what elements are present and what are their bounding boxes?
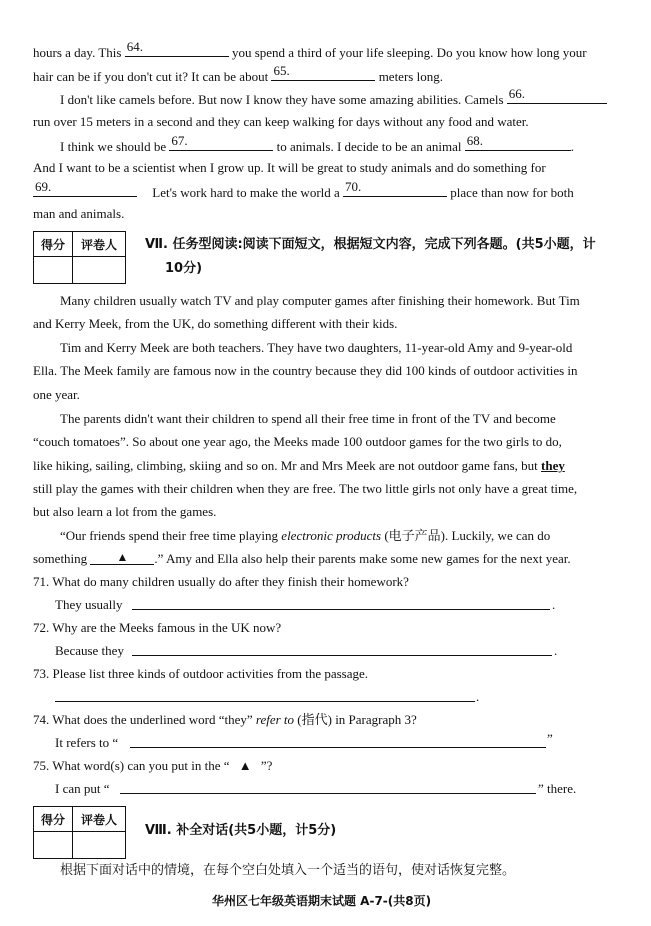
grader-cell[interactable] [73,832,126,859]
text: .” Amy and Ella also help their parents make some new games for the next year. [154,551,571,566]
answer-line-71[interactable] [132,609,550,610]
text: 75. What word(s) can you put in the “ [33,758,230,773]
grader-label: 评卷人 [73,807,126,832]
italic-text: refer to [255,712,295,727]
instruction: 根据下面对话中的情境，在每个空白处填入一个适当的语句，使对话恢复完整。 [60,863,516,878]
score-box [33,806,126,859]
text: 74. What does the underlined word “they” [33,712,253,727]
score-label: 得分 [34,232,73,257]
text: . [570,139,574,154]
question-74 [33,711,417,729]
blank-number: 70. [345,179,362,194]
score-label: 得分 [34,807,73,832]
blank-65[interactable] [271,63,375,81]
text-line: man and animals. [33,206,125,221]
text: (指代) in Paragraph 3? [297,712,417,727]
text-line: but also learn a lot from the games. [33,504,217,519]
answer-line-72[interactable] [132,655,552,656]
text: Let's work hard to make the world a [152,185,340,200]
text: ”? [260,758,273,773]
period: . [476,689,480,704]
text-line [33,457,565,475]
text: place than now for both [450,185,574,200]
blank-70[interactable] [343,179,447,197]
answer-label: Because they [55,643,124,658]
text: something [33,551,88,566]
question-73: 73. Please list three kinds of outdoor activities from the passage. [33,666,369,681]
answer-line-75[interactable] [120,793,536,794]
text: (电子产品). Luckily, we can do [384,528,551,543]
answer-label: I can put “ [55,781,110,796]
text: I don't like camels before. But now I know they have some amazing abilities. Camels [60,92,504,107]
text-line: run over 15 meters in a second and they can keep walking for days without any food and water. [33,114,529,129]
blank-64[interactable] [125,39,229,57]
grader-label: 评卷人 [73,232,126,257]
section-title: Ⅷ. 补全对话(共5小题，计5分) [145,823,337,838]
text-line: And I want to be a scientist when I grow up. It will be great to study animals and do something for [33,160,546,175]
text: hair can be if you don't cut it? It can be about [33,69,269,84]
answer-label: They usually [55,597,123,612]
period: . [552,597,556,612]
text: like hiking, sailing, climbing, skiing and so on. Mr and Mrs Meek are not outdoor game fans, but [33,458,538,473]
text: I think we should be [60,139,167,154]
text-line: and Kerry Meek, from the UK, do something different with their kids. [33,316,398,331]
text: you spend a third of your life sleeping. Do you know how long your [231,45,587,60]
answer-label: It refers to “ [55,735,119,750]
text-line: Ella. The Meek family are famous now in the country because they did 100 kinds of outdoor activities in [33,363,578,378]
answer-line-74[interactable] [130,747,546,748]
blank-number: 67. [171,133,188,148]
section-title: Ⅶ. 任务型阅读:阅读下面短文，根据短文内容，完成下列各题。(共5小题，计 [145,237,596,252]
blank-number: 69. [35,179,52,194]
blank-number: 64. [126,39,143,54]
score-cell[interactable] [34,257,73,284]
close-quote: ” [547,731,553,746]
text: “Our friends spend their free time playing [60,528,279,543]
text-line: “couch tomatoes”. So about one year ago, the Meeks made 100 outdoor games for the two girls to do, [33,434,562,449]
italic-text: electronic products [281,528,382,543]
text-line: still play the games with their children when they are free. The two little girls not only have a great time, [33,481,578,496]
blank-number: 68. [466,133,483,148]
blank-number: 66. [508,86,526,101]
triangle-icon: ▲ [116,550,129,564]
text-line: The parents didn't want their children to spend all their free time in front of the TV and become [60,411,556,426]
question-72: 72. Why are the Meeks famous in the UK now? [33,620,282,635]
text-line [33,39,587,62]
blank-67[interactable] [169,133,273,151]
text-line [60,527,550,545]
question-75 [33,757,272,775]
blank-69[interactable] [33,179,137,197]
text-line [60,86,607,109]
text-line [33,550,571,568]
text-line: Tim and Kerry Meek are both teachers. They have two daughters, 11-year-old Amy and 9-year-old [60,340,573,355]
question-71: 71. What do many children usually do after they finish their homework? [33,574,409,589]
text: hours a day. This [33,45,122,60]
section-title: 10分) [165,261,203,276]
page-footer: 华州区七年级英语期末试题 A-7-(共8页) [212,894,432,908]
text-line [33,179,574,202]
text-line [33,63,443,86]
text: to animals. I decide to be an animal [276,139,462,154]
underlined-word: they [541,458,565,473]
answer-line-73[interactable] [55,701,475,702]
grader-cell[interactable] [73,257,126,284]
text-line: Many children usually watch TV and play computer games after finishing their homework. But Tim [60,293,580,308]
blank-number: 65. [273,63,290,78]
text-line: one year. [33,387,80,402]
score-cell[interactable] [34,832,73,859]
blank-triangle[interactable] [90,550,154,565]
text-line [60,133,574,156]
period: . [554,643,558,658]
blank-66[interactable] [507,86,607,104]
triangle-icon: ▲ [238,758,252,773]
text: meters long. [378,69,443,84]
score-box [33,231,126,284]
blank-68[interactable] [465,133,571,151]
answer-suffix: ” there. [538,781,577,796]
